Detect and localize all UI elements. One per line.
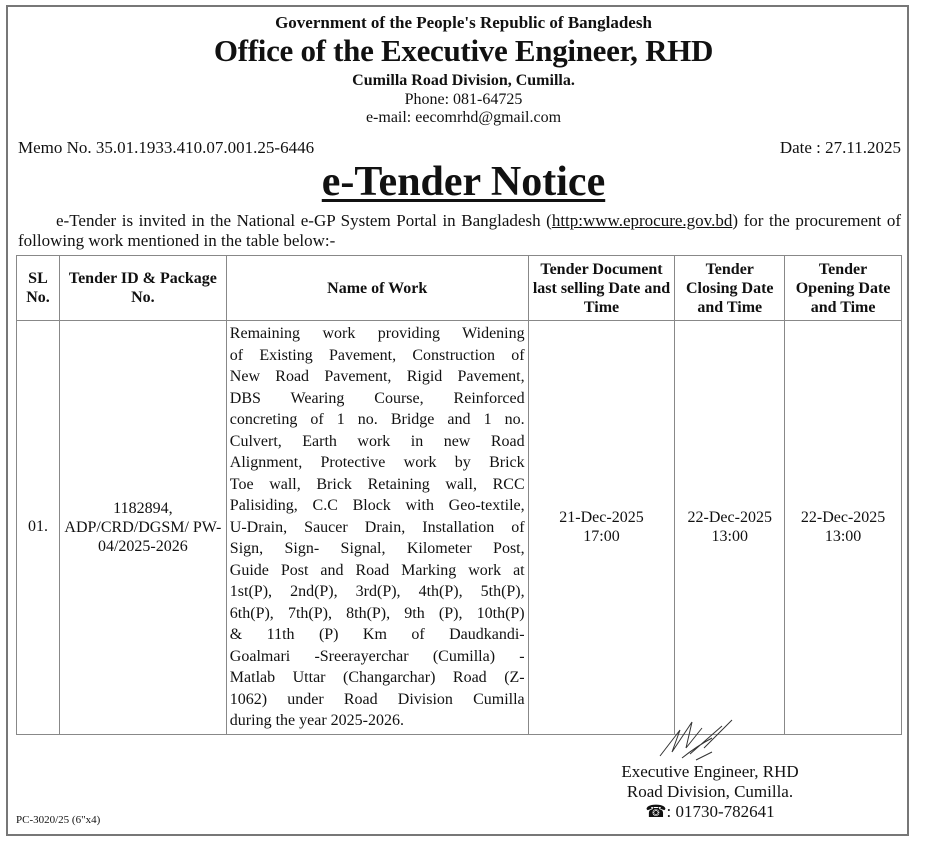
- notice-date: Date : 27.11.2025: [779, 138, 901, 157]
- work-description-line: 1st(P), 2nd(P), 3rd(P), 4th(P), 5th(P),: [229, 583, 525, 600]
- work-description-line: Guide Post and Road Marking work at: [229, 561, 525, 579]
- work-description-line: Culvert, Earth work in new Road: [229, 432, 525, 450]
- office-phone: Phone: 081-64725: [404, 91, 523, 108]
- government-heading: Government of the People's Republic of Bangladesh: [275, 13, 652, 32]
- work-description-line: Remaining work providing Widening: [229, 325, 525, 342]
- header-opening-date: Tender Opening Date and Time: [785, 256, 902, 321]
- signature-image: [652, 708, 742, 768]
- work-description-line: of Existing Pavement, Construction of: [229, 346, 525, 364]
- telephone-icon: ☎: [645, 802, 667, 821]
- opening-date-cell: 22-Dec-2025 13:00: [785, 321, 902, 735]
- signatory-designation: Executive Engineer, RHD: [621, 762, 799, 781]
- sl-cell: 01.: [17, 321, 60, 735]
- work-description-line: New Road Pavement, Rigid Pavement,: [229, 368, 525, 385]
- work-description-line: Sign, Sign- Signal, Kilometer Post,: [229, 540, 525, 557]
- tender-table: [16, 255, 902, 735]
- name-of-work-cell: [226, 321, 528, 735]
- publication-code: PC-3020/25 (6"x4): [16, 814, 101, 826]
- intro-paragraph: e-Tender is invited in the National e-GP System Portal in Bangladesh (http:www.eprocure.gov.bd) for the procurement of following work mentioned in the table below:-: [18, 211, 901, 250]
- work-description-line: concreting of 1 no. Bridge and 1 no.: [229, 411, 525, 428]
- header-closing-date: Tender Closing Date and Time: [675, 256, 785, 321]
- header-tender-id: Tender ID & Package No.: [59, 256, 226, 321]
- office-email: e-mail: eecomrhd@gmail.com: [365, 109, 562, 126]
- office-heading: Office of the Executive Engineer, RHD: [213, 33, 714, 68]
- work-description-line: Palisiding, C.C Block with Geo-textile,: [229, 497, 525, 514]
- eprocure-link[interactable]: http:www.eprocure.gov.bd: [551, 211, 733, 230]
- header-selling-date: Tender Document last selling Date and Time: [528, 256, 675, 321]
- work-description-line: during the year 2025-2026.: [229, 712, 404, 729]
- header-sl: SL No.: [17, 256, 60, 321]
- closing-date-cell: 22-Dec-2025 13:00: [675, 321, 785, 735]
- memo-number: Memo No. 35.01.1933.410.07.001.25-6446: [18, 138, 315, 157]
- signatory-office: Road Division, Cumilla.: [626, 782, 794, 801]
- header-name-of-work: Name of Work: [226, 256, 528, 321]
- signatory-phone: ☎: 01730-782641: [645, 802, 775, 821]
- work-description-line: Alignment, Protective work by Brick: [229, 454, 525, 471]
- work-description-line: DBS Wearing Course, Reinforced: [229, 389, 525, 407]
- division-heading: Cumilla Road Division, Cumilla.: [352, 72, 575, 89]
- work-description-line: Goalmari -Sreerayerchar (Cumilla) -: [229, 647, 525, 665]
- work-description-line: Matlab Uttar (Changarchar) Road (Z-: [229, 669, 525, 686]
- work-description-line: & 11th (P) Km of Daudkandi-: [229, 626, 525, 643]
- work-description-line: 1062) under Road Division Cumilla: [229, 690, 525, 708]
- selling-date-cell: 21-Dec-2025 17:00: [528, 321, 675, 735]
- work-description-line: U-Drain, Saucer Drain, Installation of: [229, 518, 525, 536]
- table-header-row: [17, 256, 902, 321]
- table-row: [17, 321, 902, 735]
- notice-title: e-Tender Notice: [321, 159, 606, 205]
- work-description-line: 6th(P), 7th(P), 8th(P), 9th (P), 10th(P): [229, 604, 525, 622]
- work-description-line: Toe wall, Brick Retaining wall, RCC: [229, 475, 525, 493]
- tender-id-cell: 1182894, ADP/CRD/DGSM/ PW-04/2025-2026: [59, 321, 226, 735]
